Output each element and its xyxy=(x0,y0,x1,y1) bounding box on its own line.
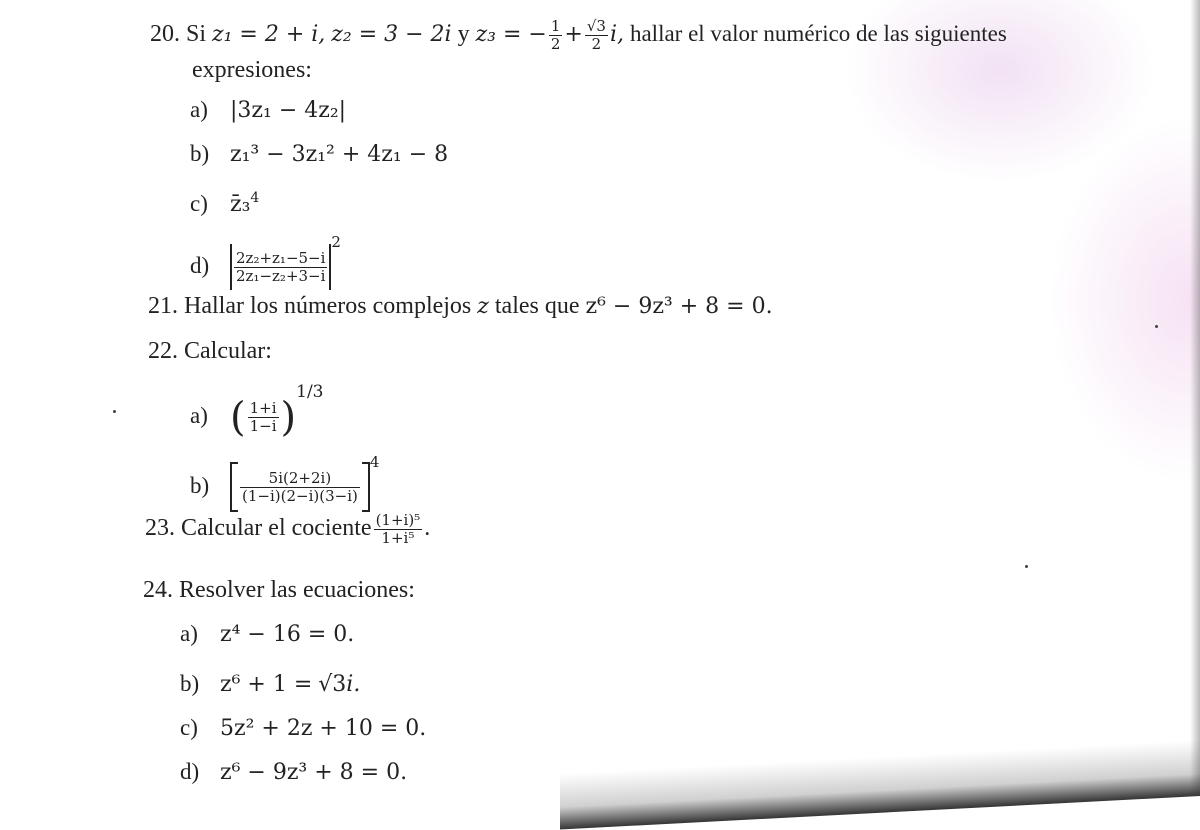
problem-23 xyxy=(145,512,430,562)
exponent: 2 xyxy=(331,233,341,251)
frac-num: 5i(2+2i) xyxy=(240,470,360,488)
exponent: 4 xyxy=(369,453,380,471)
z3-def: z₃ = − xyxy=(475,22,547,48)
item-22a xyxy=(190,378,324,441)
item-label: b) xyxy=(180,671,200,696)
fraction-half xyxy=(549,18,563,53)
item-label: c) xyxy=(190,191,208,216)
item-24c xyxy=(180,714,426,743)
fraction xyxy=(234,250,327,285)
equation: 5z² + 2z + 10 = 0. xyxy=(220,716,427,741)
exponent: 1/3 xyxy=(296,382,324,402)
item-24d xyxy=(180,758,407,787)
abs-bar-right xyxy=(329,244,331,290)
problem-number: 22. xyxy=(148,338,178,364)
item-20d xyxy=(190,228,341,285)
frac-num: 1+i xyxy=(249,398,277,417)
frac-den: 2 xyxy=(591,35,602,53)
item-24a xyxy=(180,620,354,649)
problem-number: 24. xyxy=(143,577,173,603)
problem-number: 20. xyxy=(150,21,180,48)
frac-den: 1+i⁵ xyxy=(381,529,415,547)
frac-den: 2z₁−z₂+3−i xyxy=(236,266,326,285)
variable-z: z xyxy=(477,294,489,319)
plus-sign: + xyxy=(564,22,583,48)
page-edge-shadow xyxy=(560,740,1200,830)
sqrt-three: √3 xyxy=(318,672,347,697)
item-20a xyxy=(190,96,346,125)
paren-left: ( xyxy=(230,394,246,441)
problem-number: 23. xyxy=(145,515,175,542)
problem-text: Hallar los números complejos xyxy=(184,293,472,319)
problem-21 xyxy=(148,292,773,321)
item-label: b) xyxy=(190,141,210,166)
fraction xyxy=(374,512,423,547)
abs-bar-left xyxy=(230,244,232,290)
item-label: d) xyxy=(180,759,200,784)
z1-def: z₁ = 2 + i, xyxy=(212,22,326,48)
imag-unit: i, xyxy=(609,22,624,48)
frac-den: 1−i xyxy=(249,416,277,435)
equation-tail: i. xyxy=(346,672,361,697)
fraction-sqrt3 xyxy=(585,18,608,53)
problem-text: Resolver las ecuaciones: xyxy=(179,577,415,603)
item-label: c) xyxy=(180,715,198,740)
paren-right: ) xyxy=(280,394,297,441)
problem-20-line2 xyxy=(192,56,312,84)
expression: z₁³ − 3z₁² + 4z₁ − 8 xyxy=(230,142,449,167)
item-24b xyxy=(180,670,360,699)
frac-num: √3 xyxy=(586,17,606,35)
expression: |3z₁ − 4z₂| xyxy=(230,98,347,123)
problem-number: 21. xyxy=(148,293,178,319)
conj-y: y xyxy=(457,21,470,48)
equation-lhs: z⁶ + 1 = xyxy=(220,672,313,697)
equation: z⁶ − 9z³ + 8 = 0. xyxy=(220,760,408,785)
problem-22 xyxy=(148,337,272,365)
item-20b xyxy=(190,140,448,169)
frac-den: 2 xyxy=(550,35,561,53)
problem-text: Calcular el cociente xyxy=(181,515,372,542)
z2-def: z₂ = 3 − 2i xyxy=(331,22,452,48)
speck xyxy=(113,410,116,413)
problem-text: tales que xyxy=(494,293,580,319)
item-label: b) xyxy=(190,473,210,498)
problem-24 xyxy=(143,576,415,604)
speck xyxy=(1155,325,1158,328)
item-label: a) xyxy=(190,403,208,428)
equation: z⁶ − 9z³ + 8 = 0. xyxy=(585,294,773,319)
period: . xyxy=(424,515,431,542)
frac-den: (1−i)(2−i)(3−i) xyxy=(242,486,358,505)
bracket-left xyxy=(230,462,238,512)
problem-text: Calcular: xyxy=(184,338,272,364)
item-label: a) xyxy=(180,621,198,646)
fraction xyxy=(248,400,279,435)
exponent: 4 xyxy=(250,190,260,206)
frac-num: (1+i)⁵ xyxy=(375,511,421,529)
item-label: a) xyxy=(190,97,208,122)
speck xyxy=(1025,565,1028,568)
expression: z̄₃ xyxy=(230,192,251,217)
problem-20-line1 xyxy=(150,18,1007,53)
intro-text: Si xyxy=(186,21,207,48)
fraction xyxy=(240,470,360,505)
frac-num: 1 xyxy=(550,17,561,35)
equation: z⁴ − 16 = 0. xyxy=(220,622,355,647)
frac-num: 2z₂+z₁−5−i xyxy=(236,248,326,267)
instruction-text-cont: expresiones: xyxy=(192,57,312,83)
item-20c xyxy=(190,184,259,219)
item-22b xyxy=(190,448,380,505)
page-right-edge xyxy=(1190,0,1200,796)
bracket-right xyxy=(362,462,370,512)
instruction-text: hallar el valor numérico de las siguientes xyxy=(629,21,1007,47)
item-label: d) xyxy=(190,253,210,278)
